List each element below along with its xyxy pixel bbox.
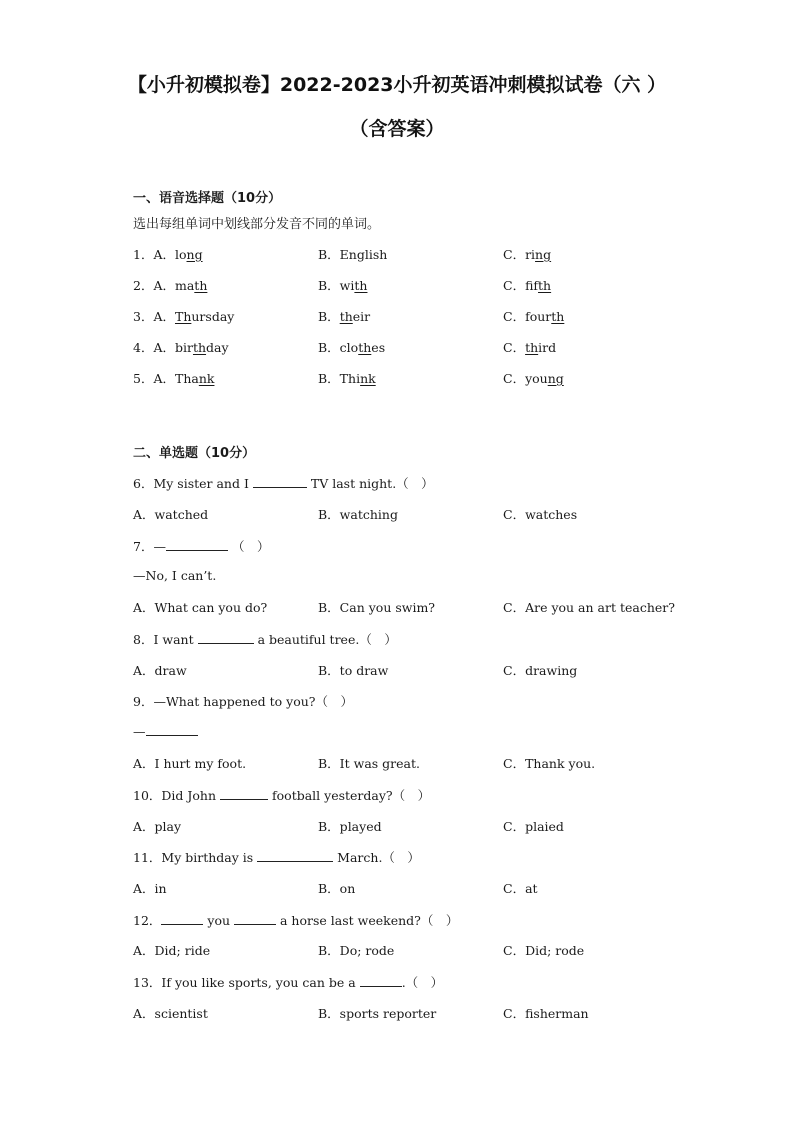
option-a[interactable] — [133, 338, 229, 356]
option-b[interactable]: B．watching — [318, 507, 398, 522]
option-b[interactable]: B．It was great. — [318, 756, 420, 771]
question-text: a horse last weekend?（ ） — [280, 913, 459, 928]
question-text: a beautiful tree.（ ） — [257, 632, 397, 647]
underlined-letters: th — [354, 278, 368, 293]
option-text: day — [206, 340, 229, 355]
option-text: es — [371, 340, 386, 355]
question-7-reply: —No, I can’t. — [133, 568, 217, 583]
options-7 — [0, 598, 794, 618]
option-b[interactable]: B．sports reporter — [318, 1006, 437, 1021]
question-9: 9．—What happened to you?（ ） — [133, 694, 353, 709]
option-c[interactable] — [503, 338, 556, 356]
question-text: 12． — [133, 913, 162, 928]
option-a[interactable]: A．scientist — [133, 1006, 208, 1021]
phonics-item-1 — [0, 245, 794, 265]
option-text: B． — [318, 309, 340, 324]
answer-blank[interactable] — [253, 475, 307, 488]
underlined-letters: th — [339, 309, 353, 324]
options-12 — [0, 941, 794, 961]
section1-heading: 一、语音选择题（10分） — [133, 191, 282, 206]
section1-instruction: 选出每组单词中划线部分发音不同的单词。 — [133, 217, 381, 232]
options-10 — [0, 817, 794, 837]
option-text: B．wi — [318, 278, 355, 293]
underlined-letters: ng — [186, 247, 203, 262]
option-b[interactable] — [318, 307, 370, 325]
underlined-letters: th — [194, 278, 208, 293]
option-b[interactable]: B．Can you swim? — [318, 600, 436, 615]
question-13 — [133, 973, 443, 991]
option-b[interactable]: B．on — [318, 881, 356, 896]
question-text: .（ ） — [401, 975, 444, 990]
underlined-letters: ng — [547, 371, 564, 386]
option-c[interactable] — [503, 307, 564, 325]
question-text: 11．My birthday is — [133, 850, 254, 865]
options-9 — [0, 754, 794, 774]
option-a[interactable]: A．play — [133, 819, 182, 834]
question-text: 8．I want — [133, 632, 194, 647]
option-text: 1．A．lo — [133, 247, 187, 262]
option-a[interactable]: A．draw — [133, 663, 187, 678]
underlined-letters: nk — [360, 371, 376, 386]
option-b[interactable] — [318, 369, 376, 387]
answer-blank[interactable] — [360, 974, 402, 987]
option-b[interactable]: B．to draw — [318, 663, 389, 678]
phonics-item-4 — [0, 338, 794, 358]
option-b[interactable] — [318, 276, 367, 294]
question-text: March.（ ） — [337, 850, 420, 865]
question-text: 13．If you like sports, you can be a — [133, 975, 356, 990]
answer-blank[interactable] — [166, 538, 228, 551]
question-7 — [133, 537, 269, 555]
option-a[interactable] — [133, 245, 203, 263]
option-text: eir — [352, 309, 371, 324]
option-a[interactable]: A．What can you do? — [133, 600, 268, 615]
option-a[interactable]: A．I hurt my foot. — [133, 756, 247, 771]
answer-blank[interactable] — [146, 723, 198, 736]
question-text: you — [207, 913, 231, 928]
underlined-letters: th — [538, 278, 552, 293]
option-c[interactable]: C．Thank you. — [503, 756, 596, 771]
underlined-letters: nk — [198, 371, 215, 386]
document-title-line1: 【小升初模拟卷】2022-2023小升初英语冲刺模拟试卷（六 ） — [127, 74, 667, 96]
document-title-line2: （含答案） — [349, 118, 445, 140]
option-text: B．Thi — [318, 371, 361, 386]
option-a[interactable]: A．watched — [133, 507, 209, 522]
option-text: ursday — [191, 309, 235, 324]
option-text: ird — [538, 340, 557, 355]
option-b[interactable]: B．played — [318, 819, 382, 834]
question-text: （ ） — [231, 539, 270, 554]
question-11 — [133, 848, 420, 866]
option-c[interactable]: C．fisherman — [503, 1006, 589, 1021]
option-text: C．four — [503, 309, 552, 324]
option-c[interactable]: C．drawing — [503, 663, 578, 678]
underlined-letters: Th — [174, 309, 192, 324]
option-text: 4．A．bir — [133, 340, 193, 355]
option-c[interactable]: C．Are you an art teacher? — [503, 600, 675, 615]
option-c[interactable] — [503, 276, 551, 294]
option-c[interactable]: C．at — [503, 881, 538, 896]
option-c[interactable]: C．watches — [503, 507, 578, 522]
answer-blank[interactable] — [220, 787, 268, 800]
option-text: C．fif — [503, 278, 539, 293]
phonics-item-2 — [0, 276, 794, 296]
phonics-item-3 — [0, 307, 794, 327]
option-a[interactable] — [133, 307, 234, 325]
option-text: 2．A．ma — [133, 278, 195, 293]
option-text: B．clo — [318, 340, 359, 355]
underlined-letters: th — [192, 340, 207, 355]
question-text: football yesterday?（ ） — [272, 788, 431, 803]
question-text: 7．— — [133, 539, 166, 554]
option-a[interactable] — [133, 369, 214, 387]
underlined-letters: th — [358, 340, 372, 355]
option-text: C．you — [503, 371, 548, 386]
options-11 — [0, 879, 794, 899]
underlined-letters: th — [551, 309, 565, 324]
question-12 — [133, 911, 458, 929]
question-8 — [133, 630, 397, 648]
option-text: 5．A．Tha — [133, 371, 199, 386]
answer-blank[interactable] — [161, 912, 203, 925]
options-6 — [0, 505, 794, 525]
option-c[interactable]: C．plaied — [503, 819, 564, 834]
section2-heading: 二、单选题（10分） — [133, 446, 256, 461]
option-c[interactable]: C．Did; rode — [503, 943, 585, 958]
option-text: C．ri — [503, 247, 536, 262]
option-b[interactable]: B．Do; rode — [318, 943, 395, 958]
question-10 — [133, 786, 430, 804]
phonics-item-5 — [0, 369, 794, 389]
options-8 — [0, 661, 794, 681]
option-text: C． — [503, 340, 526, 355]
question-text: — — [133, 724, 146, 739]
option-text: 3．A． — [133, 309, 175, 324]
option-text: B．English — [318, 247, 388, 262]
option-c[interactable] — [503, 369, 564, 387]
answer-blank[interactable] — [198, 631, 254, 644]
options-13 — [0, 1004, 794, 1024]
answer-blank[interactable] — [234, 912, 276, 925]
option-a[interactable]: A．in — [133, 881, 167, 896]
option-a[interactable]: A．Did; ride — [133, 943, 211, 958]
option-b[interactable] — [318, 338, 385, 356]
question-text: 6．My sister and I — [133, 476, 249, 491]
option-c[interactable] — [503, 245, 551, 263]
underlined-letters: th — [525, 340, 539, 355]
option-a[interactable] — [133, 276, 207, 294]
option-b[interactable] — [318, 245, 387, 263]
question-text: TV last night.（ ） — [310, 476, 434, 491]
question-9-reply — [133, 723, 198, 739]
question-text: 10．Did John — [133, 788, 217, 803]
question-6 — [133, 474, 434, 492]
underlined-letters: ng — [535, 247, 552, 262]
answer-blank[interactable] — [257, 849, 333, 862]
